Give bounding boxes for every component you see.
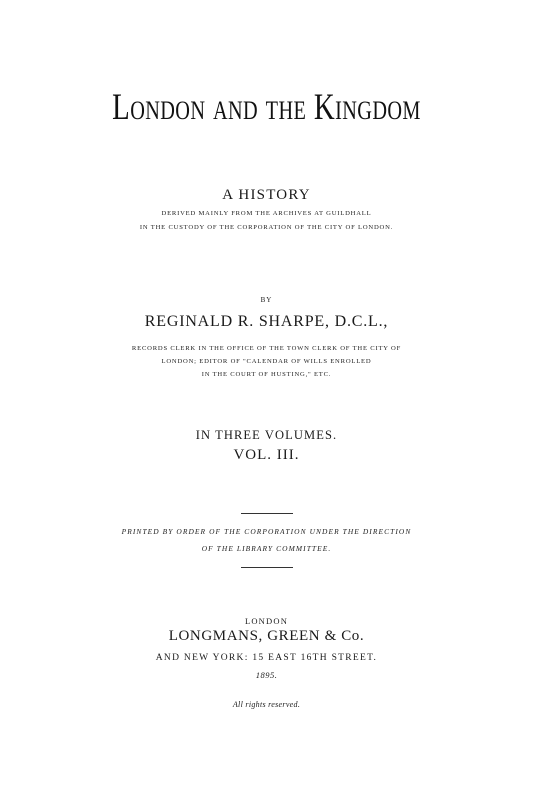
imprint-publisher: LONGMANS, GREEN & Co. (168, 628, 365, 644)
volume-number: VOL. III. (233, 447, 300, 463)
derived-line-2: IN THE CUSTODY OF THE CORPORATION OF THE CITY OF LONDON. (139, 224, 394, 231)
rights-notice: All rights reserved. (232, 700, 301, 709)
book-title: London and the Kingdom (112, 87, 421, 128)
by-label: BY (260, 296, 273, 304)
author-name: REGINALD R. SHARPE, D.C.L., (144, 313, 389, 330)
printed-line-2: OF THE LIBRARY COMMITTEE. (201, 544, 332, 553)
divider-bottom (241, 567, 293, 568)
book-subtitle: A HISTORY (222, 187, 311, 203)
author-credential-1: RECORDS CLERK IN THE OFFICE OF THE TOWN CLERK OF THE CITY OF (131, 345, 402, 352)
imprint-address: AND NEW YORK: 15 EAST 16TH STREET. (155, 653, 378, 663)
divider-top (241, 513, 293, 514)
imprint-year: 1895. (255, 670, 278, 680)
volume-count: IN THREE VOLUMES. (195, 428, 338, 442)
derived-line-1: DERIVED MAINLY FROM THE ARCHIVES AT GUILDHALL (161, 210, 372, 217)
author-credential-2: LONDON; EDITOR OF "CALENDAR OF WILLS ENROLLED (161, 358, 372, 365)
printed-line-1: PRINTED BY ORDER OF THE CORPORATION UNDER THE DIRECTION (121, 527, 412, 536)
author-credential-3: IN THE COURT OF HUSTING," ETC. (201, 371, 332, 378)
imprint-city: LONDON (244, 616, 289, 626)
